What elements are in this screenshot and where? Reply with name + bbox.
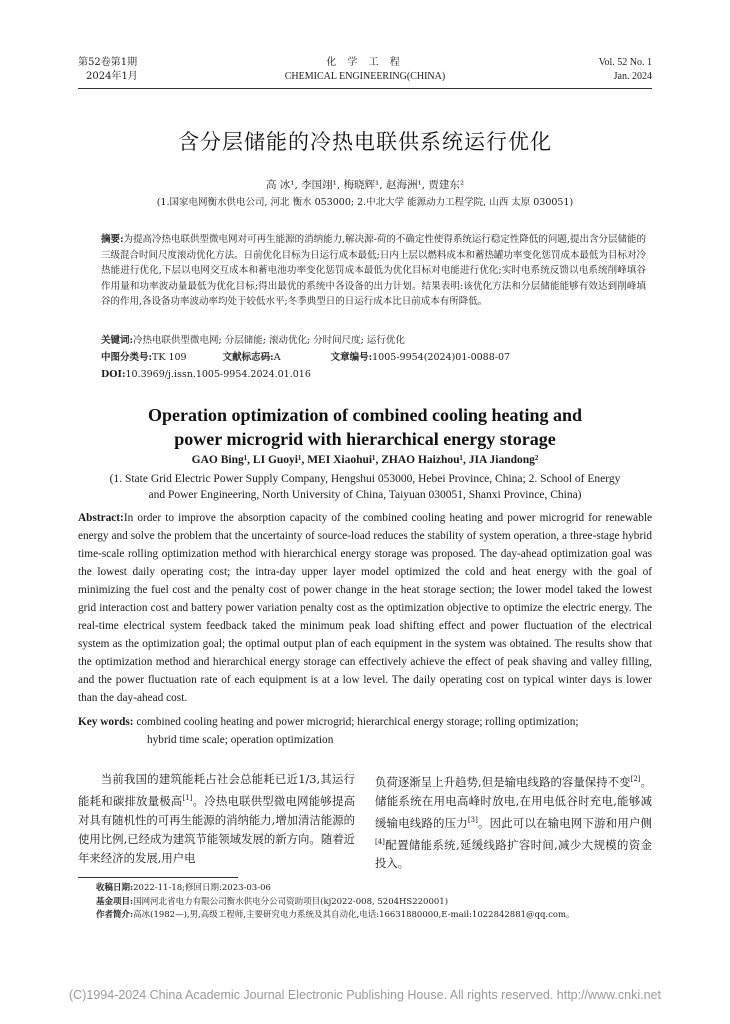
footnote-received-value: 2022-11-18;修回日期:2023-03-06 [133,883,271,893]
body-left-column [78,770,355,868]
footnote-fund-value: 国网河北省电力有限公司衡水供电分公司资助项目(kj2022-008, 5204HS220001) [133,896,449,907]
cn-keywords-label: 关键词: [101,335,134,346]
cn-abstract [101,232,646,310]
body-left-text-a: 当前我国的建筑能耗占社会总能耗已近1/3,其运行能耗和碳排放量极高 [78,772,355,808]
en-keywords-line2: hybrid time scale; operation optimization [147,734,334,746]
body-right-text-b: 。储能系统在用电高峰时放电,在用电低谷时充电,能够减缓输电线路的压力 [375,774,652,830]
en-abstract-label: Abstract: [78,512,124,524]
header-date: 2024年1月 [86,71,138,82]
en-title [0,403,730,451]
header-rule [78,88,652,89]
cn-affiliation: (1.国家电网衡水供电公司, 河北 衡水 053000; 2.中北大学 能源动力工程学院, 山西 太原 030051) [156,197,574,208]
header-journal-en: CHEMICAL ENGINEERING(CHINA) [284,71,446,82]
en-keywords-label: Key words: [78,716,134,728]
en-abstract [78,509,652,707]
cn-abstract-label: 摘要: [101,234,124,245]
en-affiliation-line1: (1. State Grid Electric Power Supply Company, Hengshui 053000, Hebei Province, China; 2. School of Energy [109,473,621,485]
body-right-ref-b: [3] [467,815,478,824]
footnote-fund [96,896,656,910]
footnote-author [96,909,656,923]
body-right-ref-a: [2] [630,775,641,783]
body-right-text-d: 配置储能系统,延缓线路扩容时间,减少大规模的资金投入。 [375,837,652,871]
body-left-ref-a: [1] [182,794,193,802]
cn-doccode-value: A [273,352,281,363]
footnote-author-value: 高冰(1982—),男,高级工程师,主要研究电力系统及其自动化,电话:16631880000,E-mail:1022842881@qq.com。 [133,910,575,920]
cn-clc-value: TK 109 [152,352,187,363]
copyright-notice: (C)1994-2024 China Academic Journal Electronic Publishing House. All rights reserved. http://www.cnki.net [69,988,661,1002]
cn-clc-label: 中图分类号: [101,352,153,363]
footnote-rule [78,877,238,878]
en-keywords-line1: combined cooling heating and power microgrid; hierarchical energy storage; rolling optimization; [136,716,579,728]
cn-keywords-text: 冷热电联供型微电网; 分层储能; 滚动优化; 分时间尺度; 运行优化 [133,335,405,346]
body-right-ref-c: [4] [375,837,385,846]
body-right-text-a: 负荷逐渐呈上升趋势,但是输电线路的容量保持不变 [375,774,631,789]
cn-classification [101,350,646,366]
header-volume: 第52卷第1期 [78,57,138,68]
cn-articleno-label: 文章编号: [330,352,373,363]
body-right-column [375,770,652,873]
en-title-line2: power microgrid with hierarchical energy storage [174,429,556,449]
header-journal-cn: 化 学 工 程 [326,57,404,68]
cn-keywords [101,333,646,349]
body-left-text-b: 。冷热电联供型微电网能够提高对具有随机性的可再生能源的消纳能力,增加清洁能源的使用比例,已经成为建筑节能领域发展的新方向。随着近年来经济的发展,用户电 [78,793,355,865]
footnote-fund-label: 基金项目: [96,896,134,907]
cn-title: 含分层储能的冷热电联供系统运行优化 [178,130,552,154]
en-abstract-text: In order to improve the absorption capacity of the combined cooling heating and power microgrid for renewable energy and solve the problem that the uncertainty of source-load reduces the stability of system operation, a three-stage hybrid time-scale rolling optimization method with hierarchical energy storage was proposed. The day-ahead optimization goal was the lowest daily operating cost; the intra-day upper layer model optimized the cold and heat energy with the goal of minimizing the fuel cost and the penalty cost of power change in the heat storage section; the lower model taked the lowest grid interaction cost and battery power variation penalty cost as the optimization objective to optimize the electric energy. The real-time electrical system feedback taked the minimum peak load shifting effect and power fluctuation of the electrical system as the optimization goal; the optimal output plan of each equipment in the system was obtained. The results show that the optimization method and hierarchical energy storage can effectively achieve the effect of peak shaving and valley filling, and the power fluctuation rate of each equipment is at a low level. The daily operating cost on typical winter days is lower than the day-ahead cost. [78,512,652,704]
cn-doi-label: DOI: [101,369,126,380]
footnote-author-label: 作者简介: [96,910,134,920]
en-affiliation [78,471,652,503]
cn-doccode-label: 文献标志码: [222,352,274,363]
cn-authors: 高 冰¹, 李国翊¹, 梅晓辉¹, 赵海洲¹, 贾建东² [265,179,465,191]
en-keywords [78,713,652,749]
cn-abstract-text: 为提高冷热电联供型微电网对可再生能源的消纳能力,解决源-荷的不确定性使得系统运行稳定性降低的问题,提出含分层储能的三级混合时间尺度滚动优化方法。日前优化目标为日运行成本最低;日内上层以燃料成本和蓄热罐功率变化惩罚成本最低为目标对冷热能进行优化,下层以电网交互成本和蓄电池功率变化惩罚成本最低为优化目标对电能进行优化;实时电系统反馈以电系统削峰填谷作用量和功率波动量最低为优化目标;得出最优的系统中各设备的出力计划。结果表明:该优化方法和分层储能能够有效达到削峰填谷的作用,各设备功率波动率均处于较低水平;冬季典型日的日运行成本比日前成本有所降低。 [101,234,646,308]
en-title-line1: Operation optimization of combined cooling heating and [147,405,583,425]
header-volume-en: Vol. 52 No. 1 [598,57,652,68]
cn-doi [101,367,646,383]
header-date-en: Jan. 2024 [613,71,652,82]
footnote-received [96,882,656,896]
en-affiliation-line2: and Power Engineering, North University of China, Taiyuan 030051, Shanxi Province, China) [148,489,582,501]
cn-articleno-value: 1005-9954(2024)01-0088-07 [372,352,511,363]
body-right-text-c: 。因此可以在输电网下游和用户侧 [477,815,652,830]
footnote-received-label: 收稿日期: [96,883,134,893]
header-issue-en [599,56,652,84]
footnotes [96,882,656,923]
en-authors: GAO Bing¹, LI Guoyi¹, MEI Xiaohui¹, ZHAO Haizhou¹, JIA Jiandong² [191,454,539,466]
cn-doi-value: 10.3969/j.issn.1005-9954.2024.01.016 [125,369,311,380]
